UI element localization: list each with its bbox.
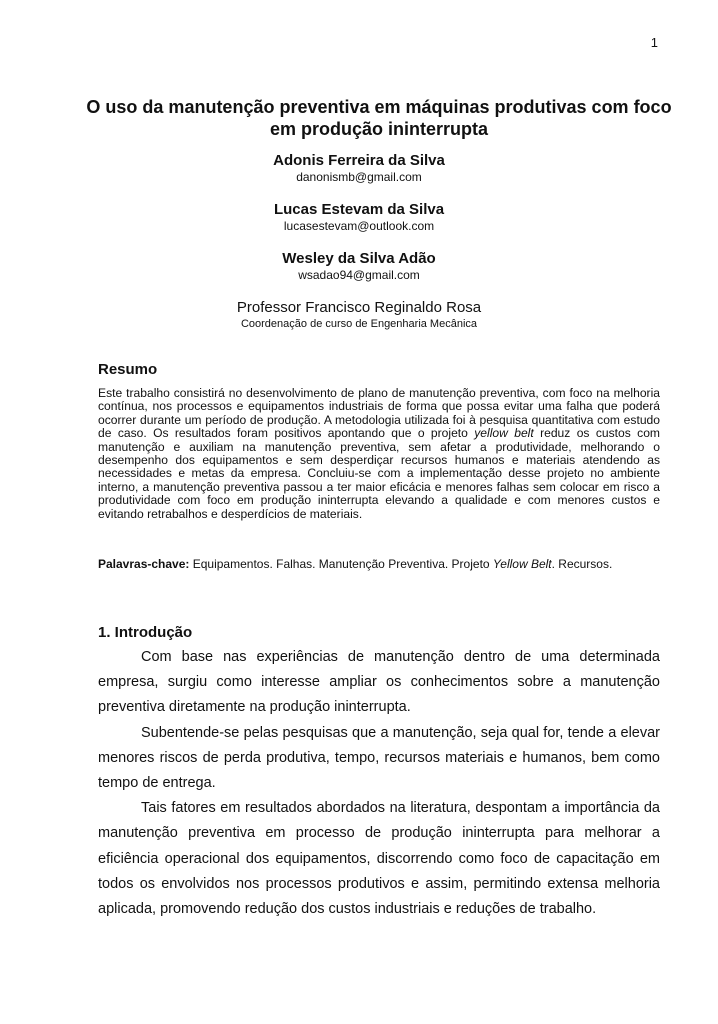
advisor-entry bbox=[0, 299, 718, 331]
author-email: wsadao94@gmail.com bbox=[298, 268, 420, 282]
paper-title: O uso da manutenção preventiva em máquinas produtivas com foco em produção ininterrupta bbox=[86, 97, 672, 139]
keywords-italic-term: Yellow Belt bbox=[492, 557, 552, 571]
keywords-text: . Recursos. bbox=[551, 557, 613, 571]
author-entry bbox=[0, 152, 718, 185]
author-name: Adonis Ferreira da Silva bbox=[273, 152, 445, 169]
author-name: Wesley da Silva Adão bbox=[282, 250, 436, 267]
author-entry bbox=[0, 250, 718, 283]
advisor-department: Coordenação de curso de Engenharia Mecânica bbox=[240, 318, 478, 330]
abstract-text-part: reduz os custos com manutenção e auxiliam na manutenção preventiva, sem afetar a produtividade, melhorando o desempenho dos equipamentos e sem desperdiçar recursos humanos e materiais atendendo as necessidades e metas da empresa. Concluiu-se com a implementação desse projeto no ambiente interno, a manutenção preventiva passou a ter maior eficácia e menores falhas sem colocar em risco a produtividade com foco em produção ininterrupta elevando a qualidade e com menores custos e evitando retrabalhos e desperdícios de materiais. bbox=[98, 426, 660, 521]
body-paragraph: Com base nas experiências de manutenção dentro de uma determinada empresa, surgiu como interesse ampliar os conhecimentos sobre a manutenção preventiva diretamente na produção ininterrupta. bbox=[98, 649, 660, 716]
body-paragraph: Subentende-se pelas pesquisas que a manutenção, seja qual for, tende a elevar menores riscos de perda produtiva, tempo, recursos materiais e humanos, bem como tempo de entrega. bbox=[98, 724, 660, 792]
keywords-text: Equipamentos. Falhas. Manutenção Preventiva. Projeto bbox=[189, 557, 493, 571]
keywords-label: Palavras-chave: bbox=[98, 557, 190, 571]
author-email: lucasestevam@outlook.com bbox=[283, 219, 435, 233]
body-paragraph: Tais fatores em resultados abordados na literatura, despontam a importância da manutenção preventiva em processo de produção ininterrupta para melhorar a eficiência operacional dos equipamentos, discorrendo como foco de capacitação em todos os envolvidos nos processos produtivos e assim, permitindo extensa melhoria aplicada, promovendo redução dos custos industriais e reduções de trabalho. bbox=[98, 800, 660, 918]
abstract-text bbox=[98, 387, 660, 521]
abstract-heading: Resumo bbox=[98, 361, 158, 378]
section-heading-introduction: 1. Introdução bbox=[98, 624, 193, 641]
keywords-line bbox=[98, 557, 660, 572]
abstract-italic-term: yellow belt bbox=[474, 426, 534, 441]
introduction-body bbox=[98, 645, 660, 922]
page-number: 1 bbox=[650, 35, 658, 50]
author-email: danonismb@gmail.com bbox=[296, 170, 422, 184]
advisor-name: Professor Francisco Reginaldo Rosa bbox=[236, 299, 482, 316]
author-entry bbox=[0, 201, 718, 234]
abstract-text-part: Este trabalho consistirá no desenvolvimento de plano de manutenção preventiva, com foco na melhoria contínua, nos processos e equipamentos industriais de forma que possa evitar uma falha que poderá ocorrer durante um período de produção. A metodologia utilizada foi à pesquisa quantitativa com estudo de caso. Os resultados foram positivos apontando que o projeto bbox=[98, 386, 660, 441]
author-name: Lucas Estevam da Silva bbox=[273, 201, 445, 218]
author-block bbox=[0, 152, 718, 331]
